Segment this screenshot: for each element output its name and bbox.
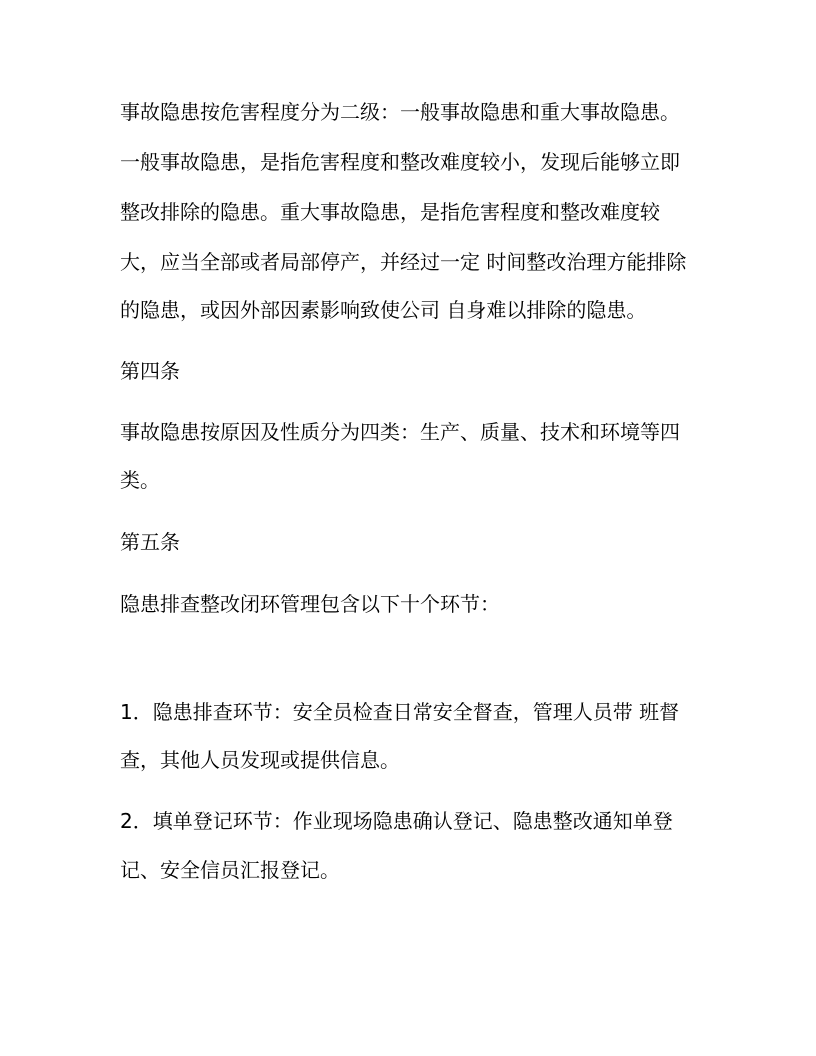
article-heading: 第五条 — [120, 530, 180, 554]
paragraph-line: 隐患排查整改闭环管理包含以下十个环节： — [120, 592, 500, 616]
paragraph-line: 大，应当全部或者局部停产，并经过一定 时间整改治理方能排除 — [120, 250, 687, 274]
paragraph-line: 事故隐患按原因及性质分为四类：生产、质量、技术和环境等四 — [120, 420, 680, 444]
paragraph-line: 的隐患，或因外部因素影响致使公司 自身难以排除的隐患。 — [120, 298, 647, 322]
article-heading: 第四条 — [120, 359, 180, 383]
list-item-line: 1．隐患排查环节：安全员检查日常安全督查，管理人员带 班督 — [120, 700, 680, 724]
paragraph-line: 一般事故隐患，是指危害程度和整改难度较小，发现后能够立即 — [120, 150, 680, 174]
paragraph-line: 整改排除的隐患。重大事故隐患，是指危害程度和整改难度较 — [120, 200, 660, 224]
paragraph-line: 事故隐患按危害程度分为二级：一般事故隐患和重大事故隐患。 — [120, 100, 680, 124]
list-item-line: 记、安全信员汇报登记。 — [120, 858, 340, 882]
paragraph-line: 类。 — [120, 468, 160, 492]
list-item-line: 查，其他人员发现或提供信息。 — [120, 748, 400, 772]
list-item-line: 2．填单登记环节：作业现场隐患确认登记、隐患整改通知单登 — [120, 809, 673, 833]
